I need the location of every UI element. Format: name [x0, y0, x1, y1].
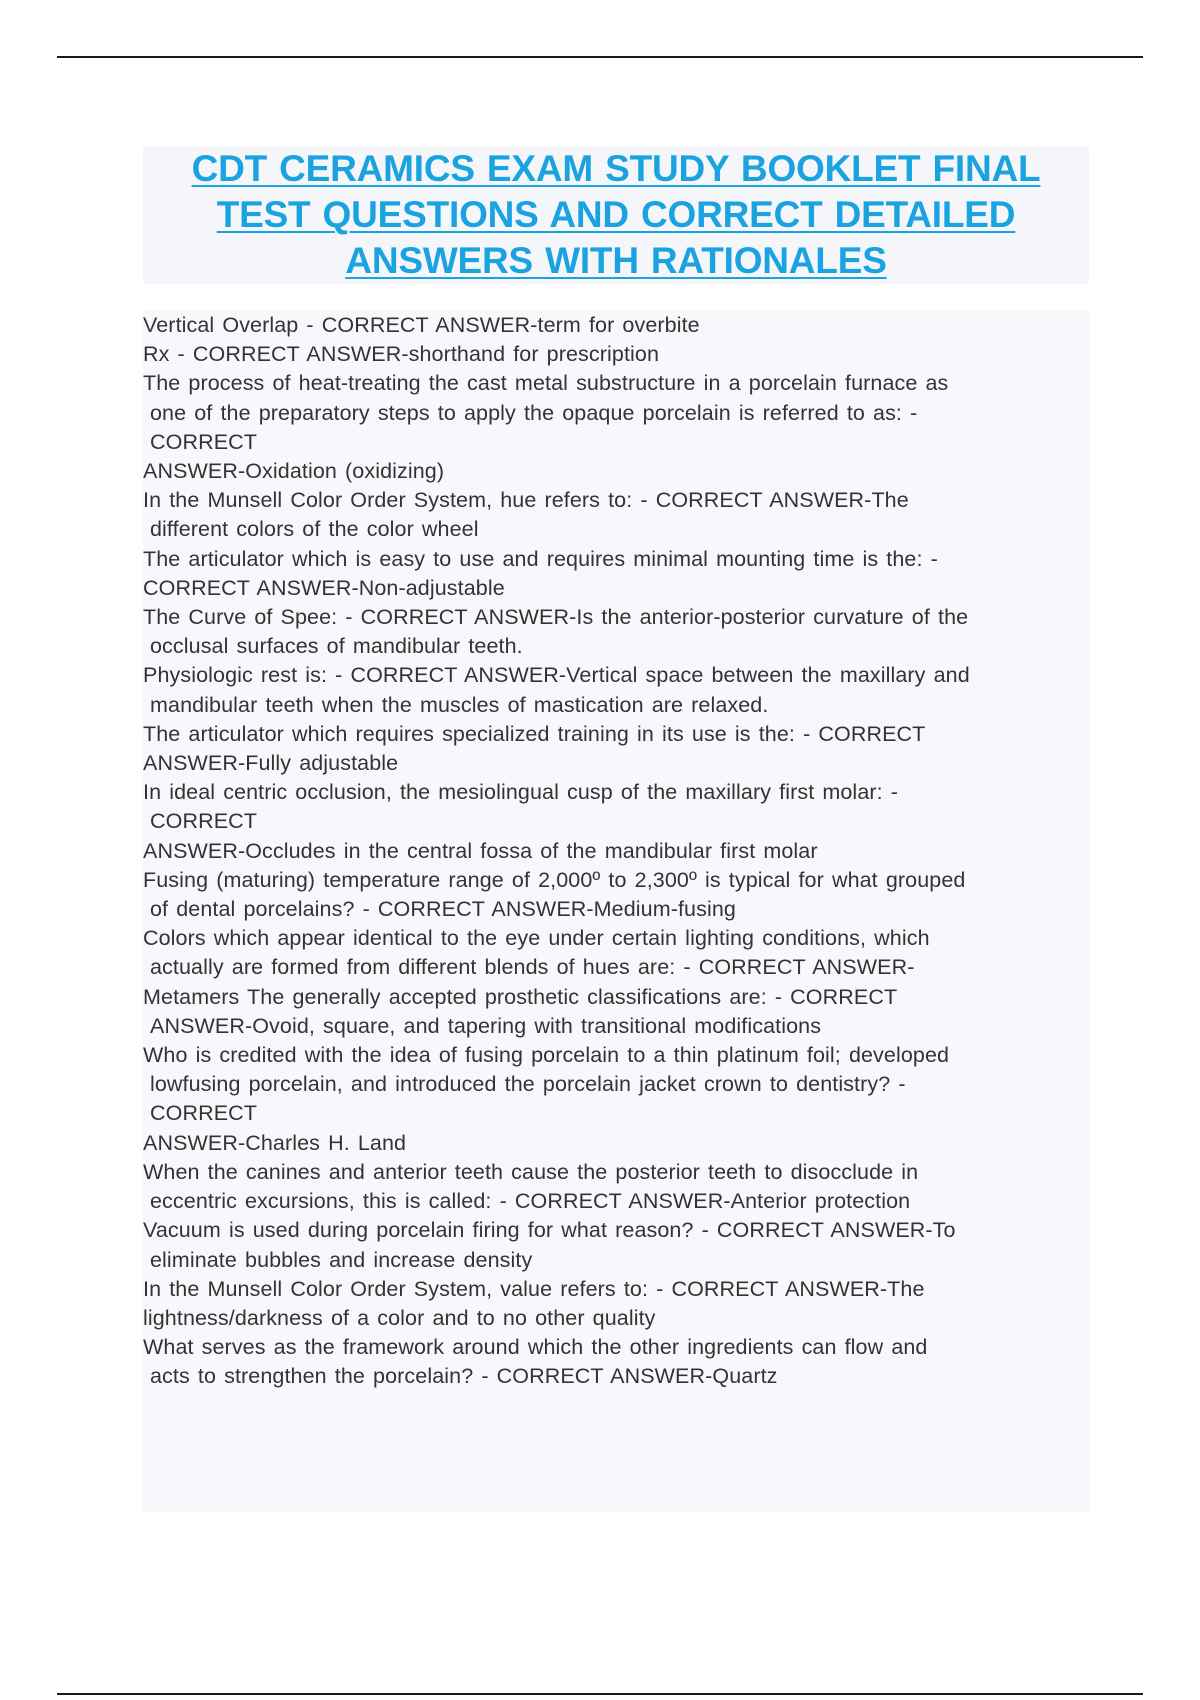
qa-line: Vertical Overlap - CORRECT ANSWER-term for overbite — [143, 313, 700, 337]
qa-line: In ideal centric occlusion, the mesiolingual cusp of the maxillary first molar: - — [143, 780, 899, 805]
qa-line: ANSWER-Oxidation (oxidizing) — [143, 459, 445, 484]
qa-line: The articulator which requires specialized training in its use is the: - CORRECT — [143, 721, 926, 746]
qa-line: Metamers The generally accepted prosthetic classifications are: - CORRECT — [143, 984, 898, 1009]
qa-line: one of the preparatory steps to apply the opaque porcelain is referred to as: - — [150, 400, 918, 425]
top-rule — [57, 56, 1143, 58]
qa-line: CORRECT — [150, 809, 258, 834]
qa-line: occlusal surfaces of mandibular teeth. — [150, 634, 523, 659]
qa-line: The Curve of Spee: - CORRECT ANSWER-Is the anterior-posterior curvature of the — [143, 605, 969, 630]
qa-line: lowfusing porcelain, and introduced the porcelain jacket crown to dentistry? - — [150, 1072, 906, 1097]
qa-line: acts to strengthen the porcelain? - CORRECT ANSWER-Quartz — [150, 1364, 778, 1389]
qa-line: ANSWER-Occludes in the central fossa of the mandibular first molar — [143, 838, 818, 863]
qa-line: of dental porcelains? - CORRECT ANSWER-Medium-fusing — [150, 897, 736, 922]
qa-line: In the Munsell Color Order System, value refers to: - CORRECT ANSWER-The — [143, 1276, 925, 1301]
qa-line: CORRECT ANSWER-Non-adjustable — [143, 575, 505, 600]
title-block — [143, 146, 1089, 284]
qa-line: mandibular teeth when the muscles of mastication are relaxed. — [150, 692, 769, 717]
qa-line: Physiologic rest is: - CORRECT ANSWER-Vertical space between the maxillary and — [143, 663, 970, 688]
qa-line: ANSWER-Fully adjustable — [143, 751, 399, 776]
qa-line: The process of heat-treating the cast metal substructure in a porcelain furnace as — [143, 371, 949, 396]
qa-line: eccentric excursions, this is called: - CORRECT ANSWER-Anterior protection — [150, 1189, 911, 1214]
qa-body — [143, 311, 1089, 1392]
qa-line: ANSWER-Charles H. Land — [143, 1130, 407, 1155]
qa-line: Colors which appear identical to the eye under certain lighting conditions, which — [143, 926, 930, 951]
qa-line: CORRECT — [150, 429, 258, 454]
qa-line: Vacuum is used during porcelain firing for what reason? - CORRECT ANSWER-To — [143, 1218, 956, 1243]
qa-line: different colors of the color wheel — [150, 517, 479, 542]
document-title: CDT CERAMICS EXAM STUDY BOOKLET FINAL TEST QUESTIONS AND CORRECT DETAILED ANSWERS WITH RATIONALES — [191, 148, 1041, 281]
qa-line: ANSWER-Ovoid, square, and tapering with transitional modifications — [150, 1013, 822, 1038]
qa-line: The articulator which is easy to use and requires minimal mounting time is the: - — [143, 546, 938, 571]
qa-line: In the Munsell Color Order System, hue refers to: - CORRECT ANSWER-The — [143, 488, 909, 513]
qa-line: CORRECT — [150, 1101, 258, 1126]
qa-line: lightness/darkness of a color and to no other quality — [143, 1305, 656, 1330]
qa-line: Fusing (maturing) temperature range of 2,000º to 2,300º is typical for what grouped — [143, 867, 966, 892]
qa-line: Rx - CORRECT ANSWER-shorthand for prescription — [143, 342, 660, 367]
qa-line: Who is credited with the idea of fusing porcelain to a thin platinum foil; developed — [143, 1043, 950, 1068]
qa-content — [143, 311, 1089, 1512]
qa-line: What serves as the framework around which the other ingredients can flow and — [143, 1335, 928, 1360]
qa-line: When the canines and anterior teeth cause the posterior teeth to disocclude in — [143, 1159, 919, 1184]
qa-line: actually are formed from different blends of hues are: - CORRECT ANSWER- — [150, 955, 915, 980]
bottom-rule — [57, 1693, 1143, 1695]
qa-line: eliminate bubbles and increase density — [150, 1247, 533, 1272]
